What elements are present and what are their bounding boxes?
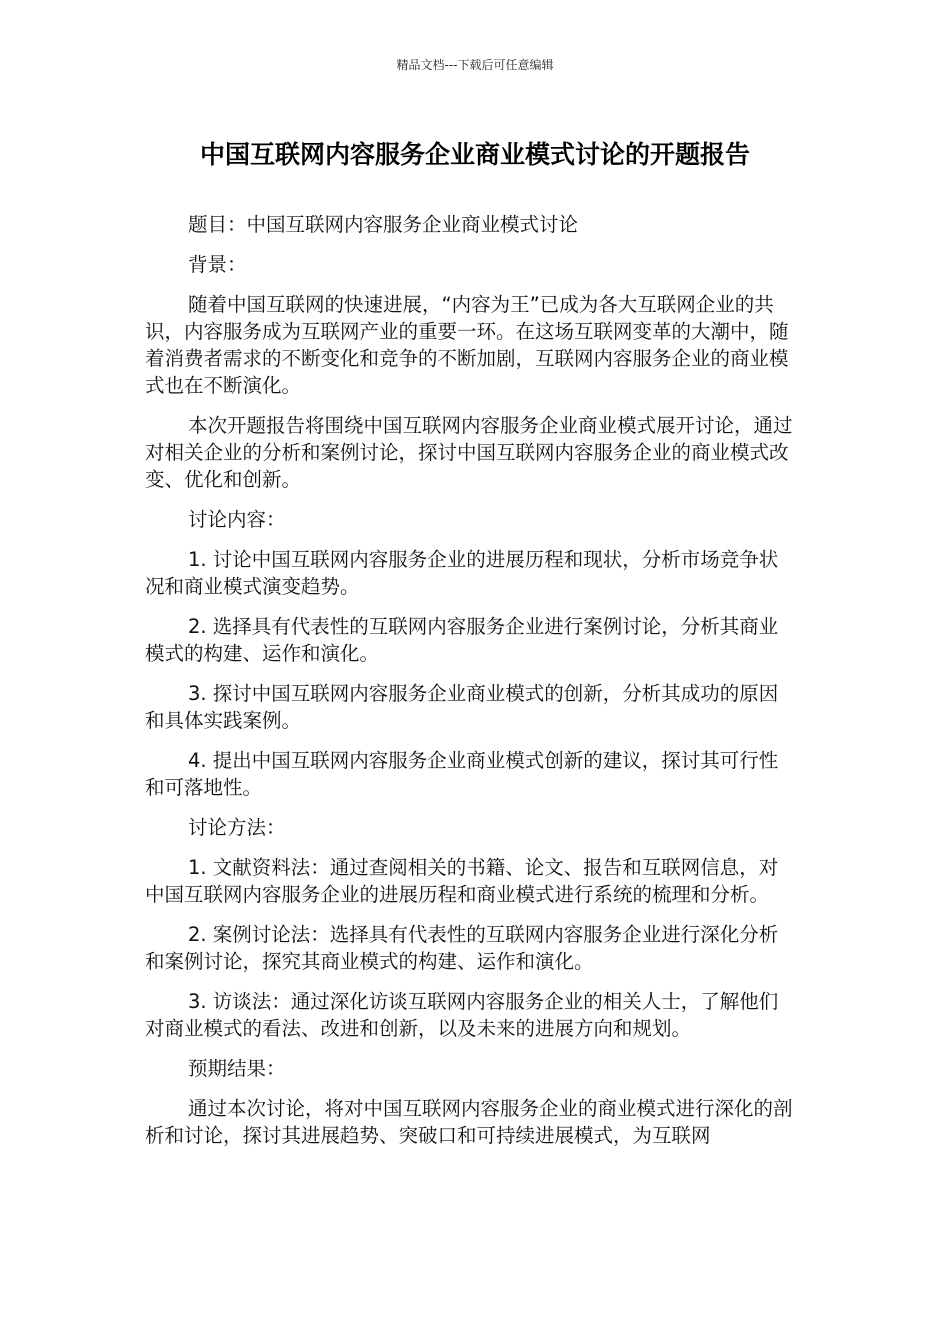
page-header: 精品文档---下载后可任意编辑 xyxy=(396,58,554,72)
background-paragraph: 随着中国互联网的快速进展，“内容为王”已成为各大互联网企业的共识，内容服务成为互联网产业的重要一环。在这场互联网变革的大潮中，随着消费者需求的不断变化和竞争的不断加剧，互联网内容服务企业的商业模式也在不断演化。 xyxy=(145,293,789,397)
content-item: 2. 选择具有代表性的互联网内容服务企业进行案例讨论，分析其商业模式的构建、运作和演化。 xyxy=(145,615,779,665)
content-item: 4. 提出中国互联网内容服务企业商业模式创新的建议，探讨其可行性和可落地性。 xyxy=(145,749,779,799)
background-paragraph: 本次开题报告将围绕中国互联网内容服务企业商业模式展开讨论，通过对相关企业的分析和案例讨论，探讨中国互联网内容服务企业的商业模式改变、优化和创新。 xyxy=(145,414,793,491)
method-heading: 讨论方法： xyxy=(188,816,286,839)
method-item: 1. 文献资料法：通过查阅相关的书籍、论文、报告和互联网信息，对中国互联网内容服务企业的进展历程和商业模式进行系统的梳理和分析。 xyxy=(145,856,779,906)
method-item: 2. 案例讨论法：选择具有代表性的互联网内容服务企业进行深化分析和案例讨论，探究其商业模式的构建、运作和演化。 xyxy=(145,923,779,973)
results-heading: 预期结果： xyxy=(188,1057,286,1080)
content-item: 3. 探讨中国互联网内容服务企业商业模式的创新，分析其成功的原因和具体实践案例。 xyxy=(145,682,779,732)
method-item: 3. 访谈法：通过深化访谈互联网内容服务企业的相关人士，了解他们对商业模式的看法、改进和创新，以及未来的进展方向和规划。 xyxy=(145,990,779,1040)
content-item: 1. 讨论中国互联网内容服务企业的进展历程和现状，分析市场竞争状况和商业模式演变趋势。 xyxy=(145,548,779,598)
document-body xyxy=(145,211,797,1162)
background-heading: 背景： xyxy=(188,253,247,276)
topic-paragraph: 题目：中国互联网内容服务企业商业模式讨论 xyxy=(188,213,579,236)
results-paragraph: 通过本次讨论，将对中国互联网内容服务企业的商业模式进行深化的剖析和讨论，探讨其进展趋势、突破口和可持续进展模式，为互联网 xyxy=(145,1097,793,1147)
document-title: 中国互联网内容服务企业商业模式讨论的开题报告 xyxy=(199,140,750,169)
content-heading: 讨论内容： xyxy=(188,508,286,531)
